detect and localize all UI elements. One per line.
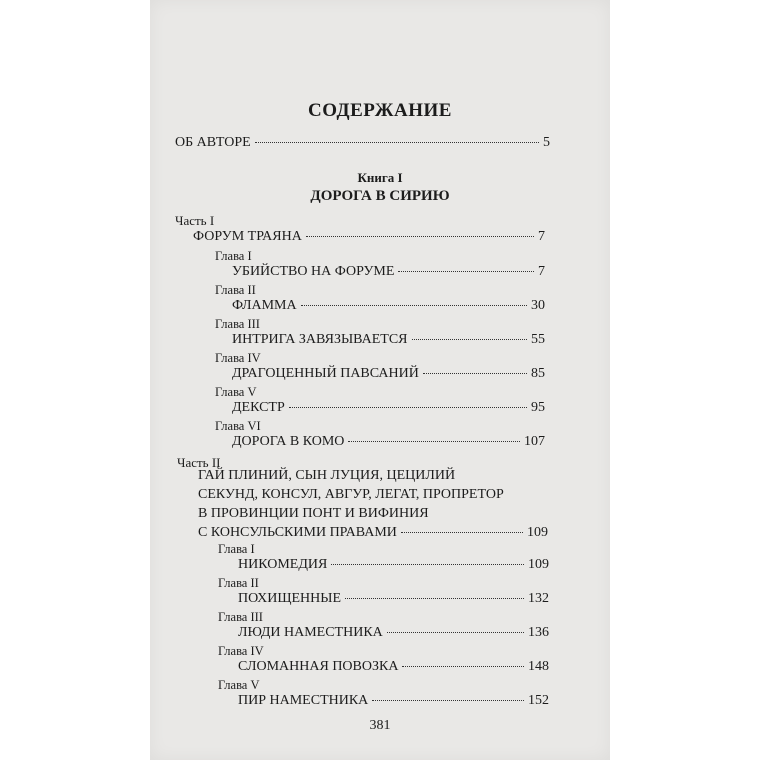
toc-entry-part2 [198,525,548,541]
toc-label: ФОРУМ ТРАЯНА [193,229,302,244]
chapter-label: Глава VI [215,419,261,433]
toc-label: ФЛАММА [232,298,297,313]
page-title: СОДЕРЖАНИЕ [308,100,452,121]
toc-page: 7 [538,264,545,279]
chapter-label: Глава II [215,283,256,297]
toc-entry-about [175,135,550,151]
toc-label: ЛЮДИ НАМЕСТНИКА [238,625,383,640]
toc-page: 55 [531,332,545,347]
toc-page: 148 [528,659,549,674]
toc-label: ПИР НАМЕСТНИКА [238,693,369,708]
chapter-label: Глава III [218,610,263,624]
dot-leader [289,407,527,408]
chapter-label: Глава I [218,542,255,556]
toc-entry-chapter [232,298,545,314]
dot-leader [423,373,527,374]
dot-leader [402,666,524,667]
dot-leader [387,632,524,633]
toc-label: НИКОМЕДИЯ [238,557,328,572]
toc-entry-chapter [238,659,549,675]
toc-entry-chapter [238,693,549,709]
toc-label: С КОНСУЛЬСКИМИ ПРАВАМИ [198,525,397,540]
dot-leader [401,532,523,533]
part-label: Часть I [175,213,215,228]
toc-entry-chapter [232,400,545,416]
toc-page: 132 [528,591,549,606]
toc-entry-chapter [238,625,549,641]
toc-page: 109 [528,557,549,572]
book-label: Книга I [357,170,403,185]
part-label: Часть II [177,455,221,470]
dot-leader [398,271,534,272]
toc-entry-chapter [238,591,549,607]
page-number: 381 [369,718,391,733]
toc-entry-chapter [232,264,545,280]
dot-leader [372,700,524,701]
toc-page: 7 [538,229,545,244]
chapter-label: Глава III [215,317,260,331]
dot-leader [345,598,524,599]
chapter-label: Глава II [218,576,259,590]
chapter-label: Глава I [215,249,252,263]
toc-entry-part1 [193,229,545,245]
toc-page: 95 [531,400,545,415]
part-title-line: В ПРОВИНЦИИ ПОНТ И ВИФИНИЯ [198,506,429,521]
toc-entry-chapter [232,332,545,348]
book-title: ДОРОГА В СИРИЮ [310,188,450,204]
toc-label: ОБ АВТОРЕ [175,135,251,150]
toc-entry-chapter [232,434,545,450]
toc-label: ИНТРИГА ЗАВЯЗЫВАЕТСЯ [232,332,408,347]
dot-leader [348,441,520,442]
toc-entry-chapter [232,366,545,382]
toc-page: 136 [528,625,549,640]
toc-page: 30 [531,298,545,313]
toc-page: 85 [531,366,545,381]
dot-leader [255,142,539,143]
chapter-label: Глава V [215,385,257,399]
chapter-label: Глава V [218,678,260,692]
toc-label: СЛОМАННАЯ ПОВОЗКА [238,659,399,674]
toc-label: ПОХИЩЕННЫЕ [238,591,342,606]
toc-label: ДРАГОЦЕННЫЙ ПАВСАНИЙ [232,366,419,381]
toc-entry-chapter [238,557,549,573]
toc-page: 107 [524,434,545,449]
toc-page: 5 [543,135,550,150]
dot-leader [306,236,534,237]
toc-page: 109 [527,525,548,540]
dot-leader [331,564,524,565]
chapter-label: Глава IV [215,351,261,365]
dot-leader [412,339,527,340]
chapter-label: Глава IV [218,644,264,658]
part-title-line: ГАЙ ПЛИНИЙ, СЫН ЛУЦИЯ, ЦЕЦИЛИЙ [198,468,456,483]
toc-label: ДЕКСТР [232,400,285,415]
toc-label: ДОРОГА В КОМО [232,434,345,449]
toc-page: 152 [528,693,549,708]
toc-label: УБИЙСТВО НА ФОРУМЕ [232,264,395,279]
part-title-line: СЕКУНД, КОНСУЛ, АВГУР, ЛЕГАТ, ПРОПРЕТОР [198,487,504,502]
dot-leader [301,305,527,306]
